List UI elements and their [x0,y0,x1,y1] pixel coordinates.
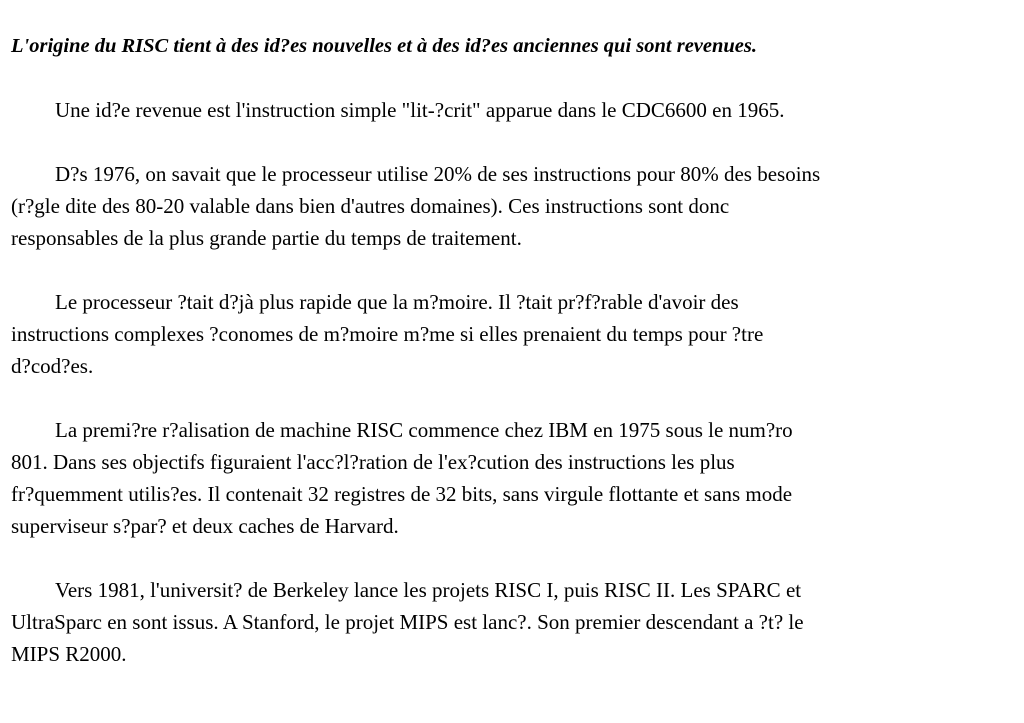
paragraph-80-20-rule [11,158,820,254]
paragraph-ibm-801 [11,414,793,542]
paragraph-line: Une id?e revenue est l'instruction simple "lit-?crit" apparue dans le CDC6600 en 1965. [55,98,785,122]
paragraph-line: fr?quemment utilis?es. Il contenait 32 registres de 32 bits, sans virgule flottante et sans mode [11,482,793,506]
paragraph-line: superviseur s?par? et deux caches de Harvard. [11,514,399,538]
paragraph-line: responsables de la plus grande partie du temps de traitement. [11,226,522,250]
paragraph-line: MIPS R2000. [11,642,127,666]
paragraph-cdc6600 [11,94,784,126]
paragraph-line: Le processeur ?tait d?jà plus rapide que la m?moire. Il ?tait pr?f?rable d'avoir des [55,290,739,314]
document-heading: L'origine du RISC tient à des id?es nouvelles et à des id?es anciennes qui sont revenues. [11,35,758,57]
paragraph-berkeley-stanford [11,574,804,670]
paragraph-line: Vers 1981, l'universit? de Berkeley lance les projets RISC I, puis RISC II. Les SPARC et [55,578,802,602]
paragraph-line: D?s 1976, on savait que le processeur utilise 20% de ses instructions pour 80% des besoins [55,162,821,186]
paragraph-memory [11,286,763,382]
paragraph-line: d?cod?es. [11,354,94,378]
paragraph-line: UltraSparc en sont issus. A Stanford, le projet MIPS est lanc?. Son premier descendant a ?t? le [11,610,804,634]
paragraph-line: (r?gle dite des 80-20 valable dans bien d'autres domaines). Ces instructions sont donc [11,194,730,218]
paragraph-line: La premi?re r?alisation de machine RISC commence chez IBM en 1975 sous le num?ro [55,418,793,442]
paragraph-line: instructions complexes ?conomes de m?moire m?me si elles prenaient du temps pour ?tre [11,322,764,346]
paragraph-line: 801. Dans ses objectifs figuraient l'acc?l?ration de l'ex?cution des instructions les plus [11,450,735,474]
